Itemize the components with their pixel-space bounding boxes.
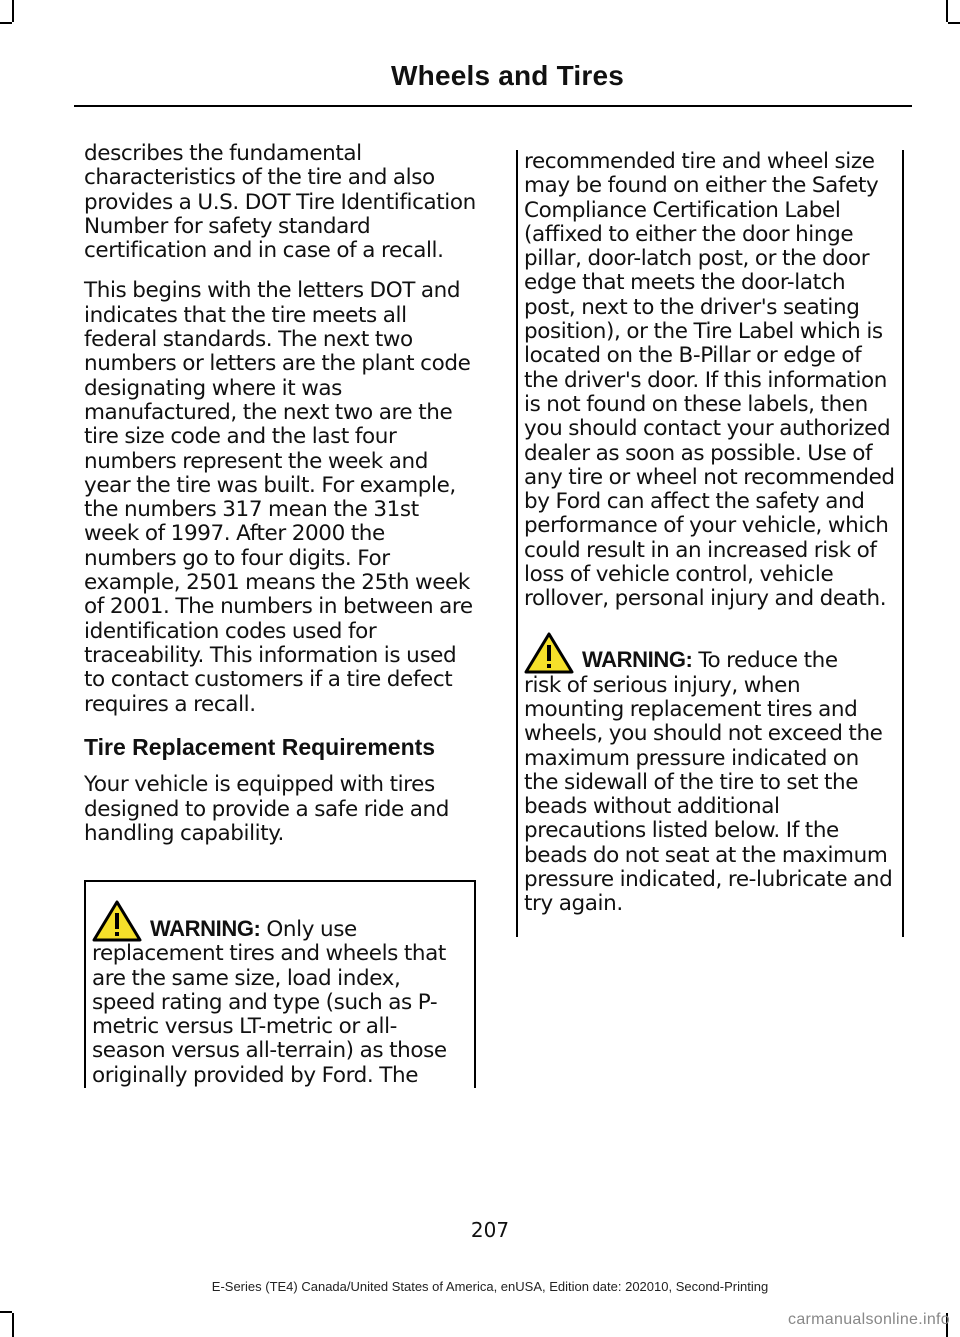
warning-label: WARNING: [150, 915, 261, 941]
crop-mark [0, 22, 12, 24]
page-number: 207 [470, 1218, 510, 1242]
warning-lead-line [150, 917, 357, 942]
crop-mark [948, 22, 960, 24]
warning-box [84, 880, 476, 1088]
page-title: Wheels and Tires [391, 60, 624, 91]
warning-box-continuation [516, 150, 904, 937]
crop-mark [12, 0, 14, 22]
warning-triangle-icon [92, 900, 142, 942]
warning-lead-text: Only use [266, 916, 357, 942]
warning-lead-text: To reduce the [698, 648, 838, 674]
crop-mark [0, 1311, 12, 1313]
warning-continuation-text: recommended tire and wheel size may be found on either the Safety Compliance Certification Label (affixed to either the door hinge pillar, door-latch post, or the door edge that meets the door-latch post, next to the driver's seating position), or the Tire Label which is located on the B-Pillar or edge of the driver's door. If this information is not found on these labels, then you should contact your authorized dealer as soon as possible. Use of any tire or wheel not recommended by Ford can affect the safety and performance of your vehicle, which could result in an increased risk of loss of vehicle control, vehicle rollover, personal injury and death. [524, 149, 895, 612]
section-heading: Tire Replacement Requirements [84, 733, 436, 760]
paragraph-dot-description: describes the fundamental characteristics of the tire and also provides a U.S. DOT Tire Identification Number for safety standard certification and in case of a recall. [84, 141, 476, 264]
edition-footer: E-Series (TE4) Canada/United States of America, enUSA, Edition date: 202010, Second-Printing [211, 1279, 769, 1294]
warning-text: risk of serious injury, when mounting replacement tires and wheels, you should not exceed the maximum pressure indicated on the sidewall of the tire to set the beads without additional precautions listed below. If the beads do not seat at the maximum pressure indicated, re-lubricate and try again. [524, 672, 893, 917]
warning-header-line [92, 900, 468, 942]
warning-text: replacement tires and wheels that are the same size, load index, speed rating and type (such as P-metric versus LT-metric or all-season versus all-terrain) as those originally provided by Ford. The [92, 941, 447, 1088]
warning-label: WARNING: [582, 647, 693, 673]
paragraph-equipped-tires: Your vehicle is equipped with tires designed to provide a safe ride and handling capability. [84, 772, 450, 846]
paragraph-dot-code: This begins with the letters DOT and indicates that the tire meets all federal standards. The next two numbers or letters are the plant code designating where it was manufactured, the next two are the tire size code and the last four numbers represent the week and year the tire was built. For example, the numbers 317 mean the 31st week of 1997. After 2000 the numbers go to four digits. For example, 2501 means the 25th week of 2001. The numbers in between are identification codes used for traceability. This information is used to contact customers if a tire defect requires a recall. [84, 278, 473, 717]
warning-header-line [524, 632, 896, 674]
crop-mark [12, 1313, 14, 1337]
crop-mark [946, 0, 948, 22]
watermark: carmanualsonline.info [788, 1311, 950, 1328]
left-column [84, 142, 476, 1104]
warning-triangle-icon [524, 632, 574, 674]
header-divider [74, 105, 912, 107]
right-column [516, 150, 904, 937]
warning-lead-line [582, 648, 838, 673]
